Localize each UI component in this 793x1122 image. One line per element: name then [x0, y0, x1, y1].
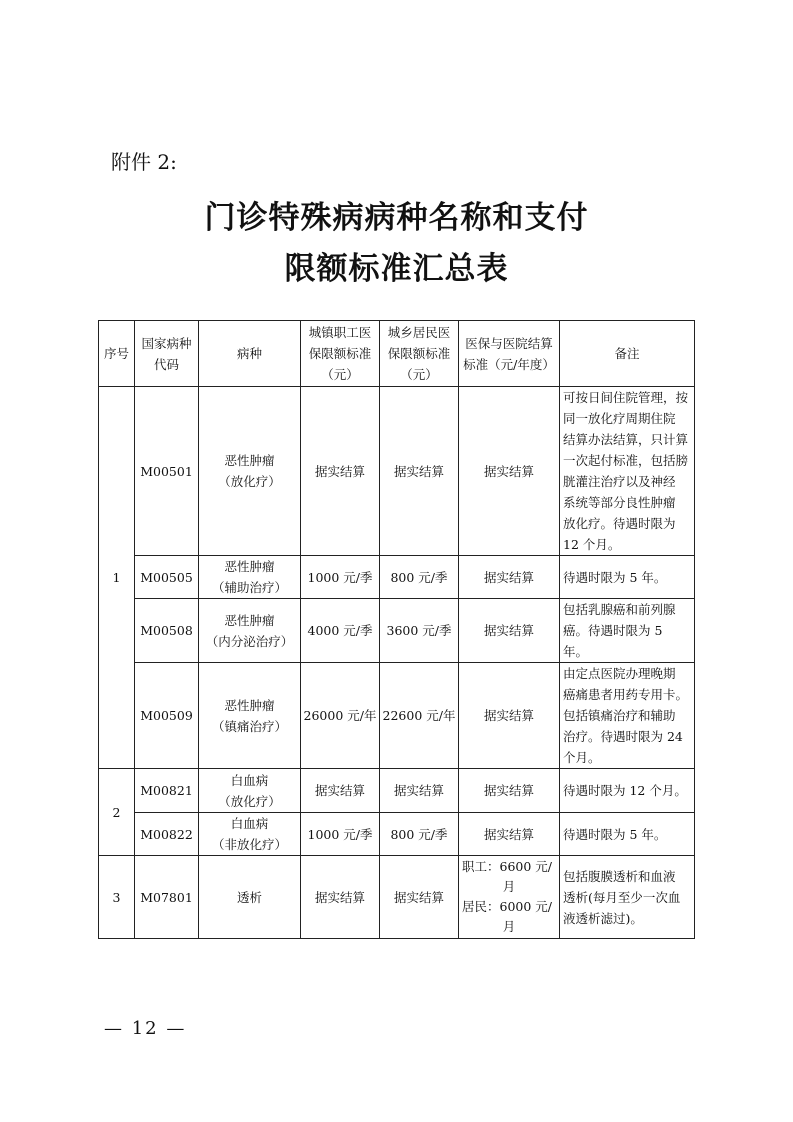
- header-settlement: [459, 321, 560, 387]
- urban-rural-cell: 据实结算: [380, 387, 459, 556]
- note-line: 待遇时限为 12 个月。: [563, 783, 687, 798]
- urban-rural-cell: 据实结算: [380, 856, 459, 939]
- note-line: 包括腹膜透析和血液: [563, 868, 676, 884]
- header-line: 标准（元/年度）: [463, 356, 555, 372]
- note-line: 癌痛患者用药专用卡。: [563, 687, 689, 702]
- disease-line: （辅助治疗）: [211, 580, 287, 595]
- settlement-cell: 据实结算: [459, 663, 560, 769]
- note-line: 液透析滤过)。: [563, 910, 643, 926]
- urban-worker-cell: 据实结算: [301, 769, 380, 813]
- settlement-line: 职工：6600 元/: [462, 859, 552, 874]
- disease-line: （放化疗）: [218, 474, 281, 489]
- note-line: 个月。: [563, 750, 601, 765]
- note-line: 待遇时限为 5 年。: [563, 826, 667, 842]
- urban-worker-cell: 4000 元/季: [301, 599, 380, 663]
- note-cell: [560, 856, 695, 939]
- header-line: 城镇职工医: [308, 325, 372, 340]
- disease-cell: [199, 769, 301, 813]
- disease-line: 恶性肿瘤: [224, 453, 275, 468]
- header-code: [135, 321, 199, 387]
- note-line: 放化疗。待遇时限为: [563, 516, 676, 531]
- settlement-line: 月: [502, 879, 516, 894]
- header-code-line: 国家病种: [141, 335, 192, 351]
- note-line: 癌。待遇时限为 5 年。: [563, 623, 663, 659]
- settlement-cell: 据实结算: [459, 556, 560, 599]
- settlement-cell: 据实结算: [459, 769, 560, 813]
- urban-rural-cell: 据实结算: [380, 769, 459, 813]
- header-line: （元）: [400, 367, 438, 382]
- urban-worker-cell: 26000 元/年: [301, 663, 380, 769]
- settlement-cell: [459, 856, 560, 939]
- seq-cell: 2: [99, 769, 135, 856]
- note-line: 包括乳腺癌和前列腺: [563, 602, 676, 617]
- disease-line: （非放化疗）: [211, 837, 287, 852]
- disease-line: 白血病: [230, 816, 269, 831]
- settlement-cell: 据实结算: [459, 599, 560, 663]
- urban-worker-cell: 据实结算: [301, 856, 380, 939]
- header-line: 医保与医院结算: [465, 335, 553, 351]
- document-title-line-1: 门诊特殊病病种名称和支付: [204, 200, 589, 236]
- urban-worker-cell: 据实结算: [301, 387, 380, 556]
- header-line: 保限额标准: [387, 346, 451, 361]
- table-row: [99, 663, 695, 769]
- disease-cell: [199, 556, 301, 599]
- code-cell: M07801: [135, 856, 199, 939]
- note-line: 结算办法结算，只计算: [563, 432, 689, 447]
- table-row: [99, 599, 695, 663]
- note-line: 同一放化疗周期住院: [563, 411, 676, 426]
- header-note: 备注: [560, 321, 695, 387]
- table-row: [99, 856, 695, 939]
- disease-line: 白血病: [230, 772, 269, 788]
- header-urban-worker: [301, 321, 380, 387]
- table-row: [99, 813, 695, 856]
- disease-line: 恶性肿瘤: [224, 612, 275, 628]
- urban-worker-cell: 1000 元/季: [301, 556, 380, 599]
- urban-rural-cell: 3600 元/季: [380, 599, 459, 663]
- urban-rural-cell: 800 元/季: [380, 556, 459, 599]
- header-line: 城乡居民医: [387, 325, 451, 340]
- disease-cell: [199, 663, 301, 769]
- note-line: 治疗。待遇时限为 24: [563, 729, 683, 744]
- note-cell: [560, 387, 695, 556]
- header-line: （元）: [321, 367, 359, 382]
- seq-cell: 3: [99, 856, 135, 939]
- settlement-line: 月: [502, 919, 516, 934]
- header-disease: 病种: [199, 321, 301, 387]
- note-line: 系统等部分良性肿瘤: [563, 495, 676, 510]
- table-row: [99, 769, 695, 813]
- settlement-line: 居民：6000 元/: [462, 899, 552, 914]
- note-cell: [560, 556, 695, 599]
- disease-line: （镇痛治疗）: [211, 718, 287, 734]
- disease-line: （内分泌治疗）: [205, 633, 294, 649]
- disease-line: 恶性肿瘤: [224, 697, 275, 713]
- note-cell: [560, 813, 695, 856]
- code-cell: M00822: [135, 813, 199, 856]
- code-cell: M00501: [135, 387, 199, 556]
- attachment-label: 附件 2:: [111, 150, 177, 174]
- header-line: 保限额标准: [308, 346, 372, 361]
- document-title-line-2: 限额标准汇总表: [284, 251, 509, 287]
- note-cell: [560, 769, 695, 813]
- note-line: 包括镇痛治疗和辅助: [563, 708, 676, 723]
- note-line: 可按日间住院管理，按: [563, 390, 689, 405]
- code-cell: M00509: [135, 663, 199, 769]
- urban-worker-cell: 1000 元/季: [301, 813, 380, 856]
- code-cell: M00505: [135, 556, 199, 599]
- note-cell: [560, 663, 695, 769]
- disease-cell: [199, 599, 301, 663]
- urban-rural-cell: 22600 元/年: [380, 663, 459, 769]
- header-seq: 序号: [99, 321, 135, 387]
- note-line: 一次起付标准，包括膀: [563, 453, 689, 468]
- note-line: 胱灌注治疗以及神经: [563, 474, 676, 489]
- settlement-cell: 据实结算: [459, 387, 560, 556]
- table-header-row: [99, 321, 695, 387]
- note-line: 待遇时限为 5 年。: [563, 569, 667, 585]
- note-line: 透析(每月至少一次血: [563, 889, 681, 905]
- urban-rural-cell: 800 元/季: [380, 813, 459, 856]
- disease-limit-table: [98, 320, 695, 939]
- disease-cell: [199, 856, 301, 939]
- header-urban-rural: [380, 321, 459, 387]
- disease-cell: [199, 387, 301, 556]
- page-number: — 12 —: [104, 1018, 187, 1039]
- settlement-cell: 据实结算: [459, 813, 560, 856]
- note-line: 由定点医院办理晚期: [563, 666, 676, 681]
- table-row: [99, 556, 695, 599]
- note-cell: [560, 599, 695, 663]
- disease-line: 恶性肿瘤: [224, 559, 275, 574]
- header-code-line: 代码: [153, 356, 179, 372]
- table-row: [99, 387, 695, 556]
- disease-line: 透析: [236, 889, 262, 905]
- code-cell: M00508: [135, 599, 199, 663]
- note-line: 12 个月。: [563, 537, 621, 552]
- seq-cell: 1: [99, 387, 135, 769]
- code-cell: M00821: [135, 769, 199, 813]
- disease-cell: [199, 813, 301, 856]
- disease-line: （放化疗）: [218, 793, 281, 809]
